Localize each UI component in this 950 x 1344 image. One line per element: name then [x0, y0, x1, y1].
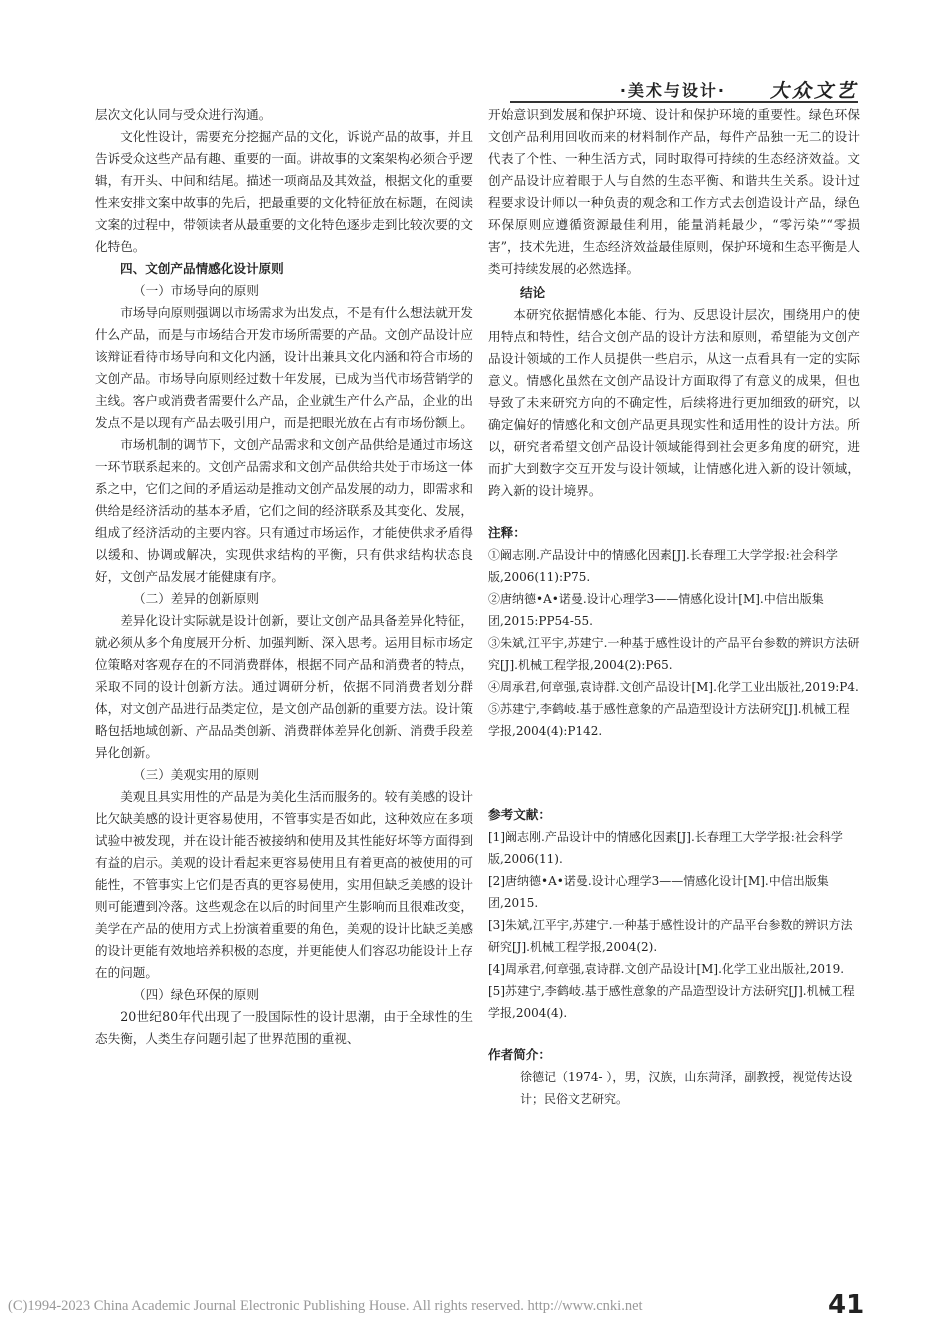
reference-item: [2]唐纳德•A•诺曼.设计心理学3——情感化设计[M].中信出版集团,2015.	[488, 874, 829, 910]
paragraph: 差异化设计实际就是设计创新，要让文创产品具备差异化特征，就必须从多个角度展开分析、加强判断、深入思考。运用目标市场定位策略对客观存在的不同消费群体，根据不同产品和消费者的特点，采取不同的设计创新方法。通过调研分析，依据不同消费者划分群体，对文创产品进行品类定位，是文创产品创新的重要方法。设计策略包括地域创新、产品品类创新、消费群体差异化创新、消费手段差异化创新。	[95, 613, 473, 760]
paragraph: 开始意识到发展和保护环境、设计和保护环境的重要性。绿色环保文创产品利用回收而来的材料制作产品，每件产品独一无二的设计代表了个性、一种生活方式，同时取得可持续的生态经济效益。文创产品设计应着眼于人与自然的生态平衡、和谐共生关系。设计过程要求设计师以一种负责的观念和工作方式去创造设计产品，绿色环保原则应遵循资源最佳利用，能量消耗最少，“零污染”“零损害”，技术先进，生态经济效益最佳原则，保护环境和生态平衡是人类可持续发展的必然选择。	[488, 107, 860, 276]
left-column	[95, 104, 473, 1050]
reference-item: [3]朱斌,江平宇,苏建宁.一种基于感性设计的产品平台参数的辨识方法研究[J].机械工程学报,2004(2).	[488, 918, 853, 954]
subsection-heading: （四）绿色环保的原则	[133, 987, 259, 1002]
paragraph: 文化性设计，需要充分挖掘产品的文化，诉说产品的故事，并且告诉受众这些产品有趣、重要的一面。讲故事的文案架构必须合乎逻辑，有开头、中间和结尾。描述一项商品及其效益，根据文化的重要性来安排文案中故事的先后，把最重要的文化特征放在标题，在阅读文案的过程中，带领读者从最重要的文化特色逐步走到比较次要的文化特色。	[95, 129, 473, 254]
paragraph: 层次文化认同与受众进行沟通。	[95, 107, 272, 122]
copyright-footer: (C)1994-2023 China Academic Journal Electronic Publishing House. All rights reserved. http://www.cnki.net	[8, 1298, 643, 1314]
note-item: ①阚志刚.产品设计中的情感化因素[J].长春理工大学学报:社会科学版,2006(11):P75.	[488, 548, 838, 584]
references-heading: 参考文献：	[488, 807, 551, 822]
section-label: ·美术与设计·	[619, 80, 726, 100]
notes-heading: 注释：	[488, 525, 526, 540]
author-heading: 作者简介：	[488, 1047, 551, 1062]
subsection-heading: （一）市场导向的原则	[133, 283, 259, 298]
note-item: ②唐纳德•A•诺曼.设计心理学3——情感化设计[M].中信出版集团,2015:PP54-55.	[488, 592, 824, 628]
right-column	[488, 104, 860, 1110]
conclusion-heading: 结论	[520, 285, 546, 300]
paragraph: 20世纪80年代出现了一股国际性的设计思潮，由于全球性的生态失衡，人类生存问题引起了世界范围的重视、	[95, 1009, 473, 1046]
paragraph: 本研究依据情感化本能、行为、反思设计层次，围绕用户的使用特点和特性，结合文创产品的设计方法和原则，希望能为文创产品设计领域的工作人员提供一些启示，从这一点看具有一定的实际意义。情感化虽然在文创产品设计方面取得了有意义的成果，但也导致了未来研究方向的不确定性，后续将进行更加细致的研究，以确定偏好的情感化和文创产品更具现实性和适用性的设计方法。所以，研究者希望文创产品设计领域能得到社会更多角度的研究，进而扩大到数字交互开发与设计领域，让情感化进入新的设计领域，跨入新的设计境界。	[488, 307, 860, 498]
paragraph: 美观且具实用性的产品是为美化生活而服务的。较有美感的设计比欠缺美感的设计更容易使用，不管事实是否如此，这种效应在多项试验中被发现，并在设计能否被接纳和使用及其性能好坏等方面得到有益的启示。美观的设计看起来更容易使用且有着更高的被使用的可能性，不管事实上它们是否真的更容易使用，实用但缺乏美感的设计则可能遭到冷落。这些观念在以后的时间里产生影响而且很难改变，美学在产品的使用方式上扮演着重要的角色，美观的设计比缺乏美感的设计更能有效地培养积极的态度，并更能使人们容忍功能设计上存在的问题。	[95, 789, 473, 980]
note-item: ⑤苏建宁,李鹤岐.基于感性意象的产品造型设计方法研究[J].机械工程学报,2004(4):P142.	[488, 702, 850, 738]
reference-item: [4]周承君,何章强,袁诗群.文创产品设计[M].化学工业出版社,2019.	[488, 962, 845, 976]
note-item: ④周承君,何章强,袁诗群.文创产品设计[M].化学工业出版社,2019:P4.	[488, 680, 859, 694]
page-number: 41	[828, 1290, 865, 1320]
note-item: ③朱斌,江平宇,苏建宁.一种基于感性设计的产品平台参数的辨识方法研究[J].机械工程学报,2004(2):P65.	[488, 636, 860, 672]
paragraph: 市场机制的调节下，文创产品需求和文创产品供给是通过市场这一环节联系起来的。文创产品需求和文创产品供给共处于市场这一体系之中，它们之间的矛盾运动是推动文创产品发展的动力，即需求和供给是经济活动的基本矛盾，它们之间的经济联系及其变化、发展，组成了经济活动的主要内容。只有通过市场运作，才能使供求矛盾得以缓和、协调或解决，实现供求结构的平衡，只有供求结构状态良好，文创产品发展才能健康有序。	[95, 437, 473, 584]
subsection-heading: （三）美观实用的原则	[133, 767, 259, 782]
section-heading: 四、文创产品情感化设计原则	[120, 261, 284, 276]
reference-item: [5]苏建宁,李鹤岐.基于感性意象的产品造型设计方法研究[J].机械工程学报,2004(4).	[488, 984, 855, 1020]
author-bio: 徐德记（1974- ），男，汉族，山东菏泽，副教授，视觉传达设计；民俗文艺研究。	[520, 1070, 853, 1106]
page-header	[620, 78, 858, 100]
journal-title: 大众文艺	[769, 79, 858, 102]
subsection-heading: （二）差异的创新原则	[133, 591, 259, 606]
paragraph: 市场导向原则强调以市场需求为出发点，不是有什么想法就开发什么产品，而是与市场结合开发市场所需要的产品。文创产品设计应该辩证看待市场导向和文化内涵，设计出兼具文化内涵和符合市场的文创产品。市场导向原则经过数十年发展，已成为当代市场营销学的主线。客户或消费者需要什么产品，企业就生产什么产品，企业的出发点不是以现有产品去吸引用户，而是把眼光放在占有市场份额上。	[95, 305, 473, 430]
reference-item: [1]阚志刚.产品设计中的情感化因素[J].长春理工大学学报:社会科学版,2006(11).	[488, 830, 843, 866]
header-rule	[510, 101, 858, 103]
